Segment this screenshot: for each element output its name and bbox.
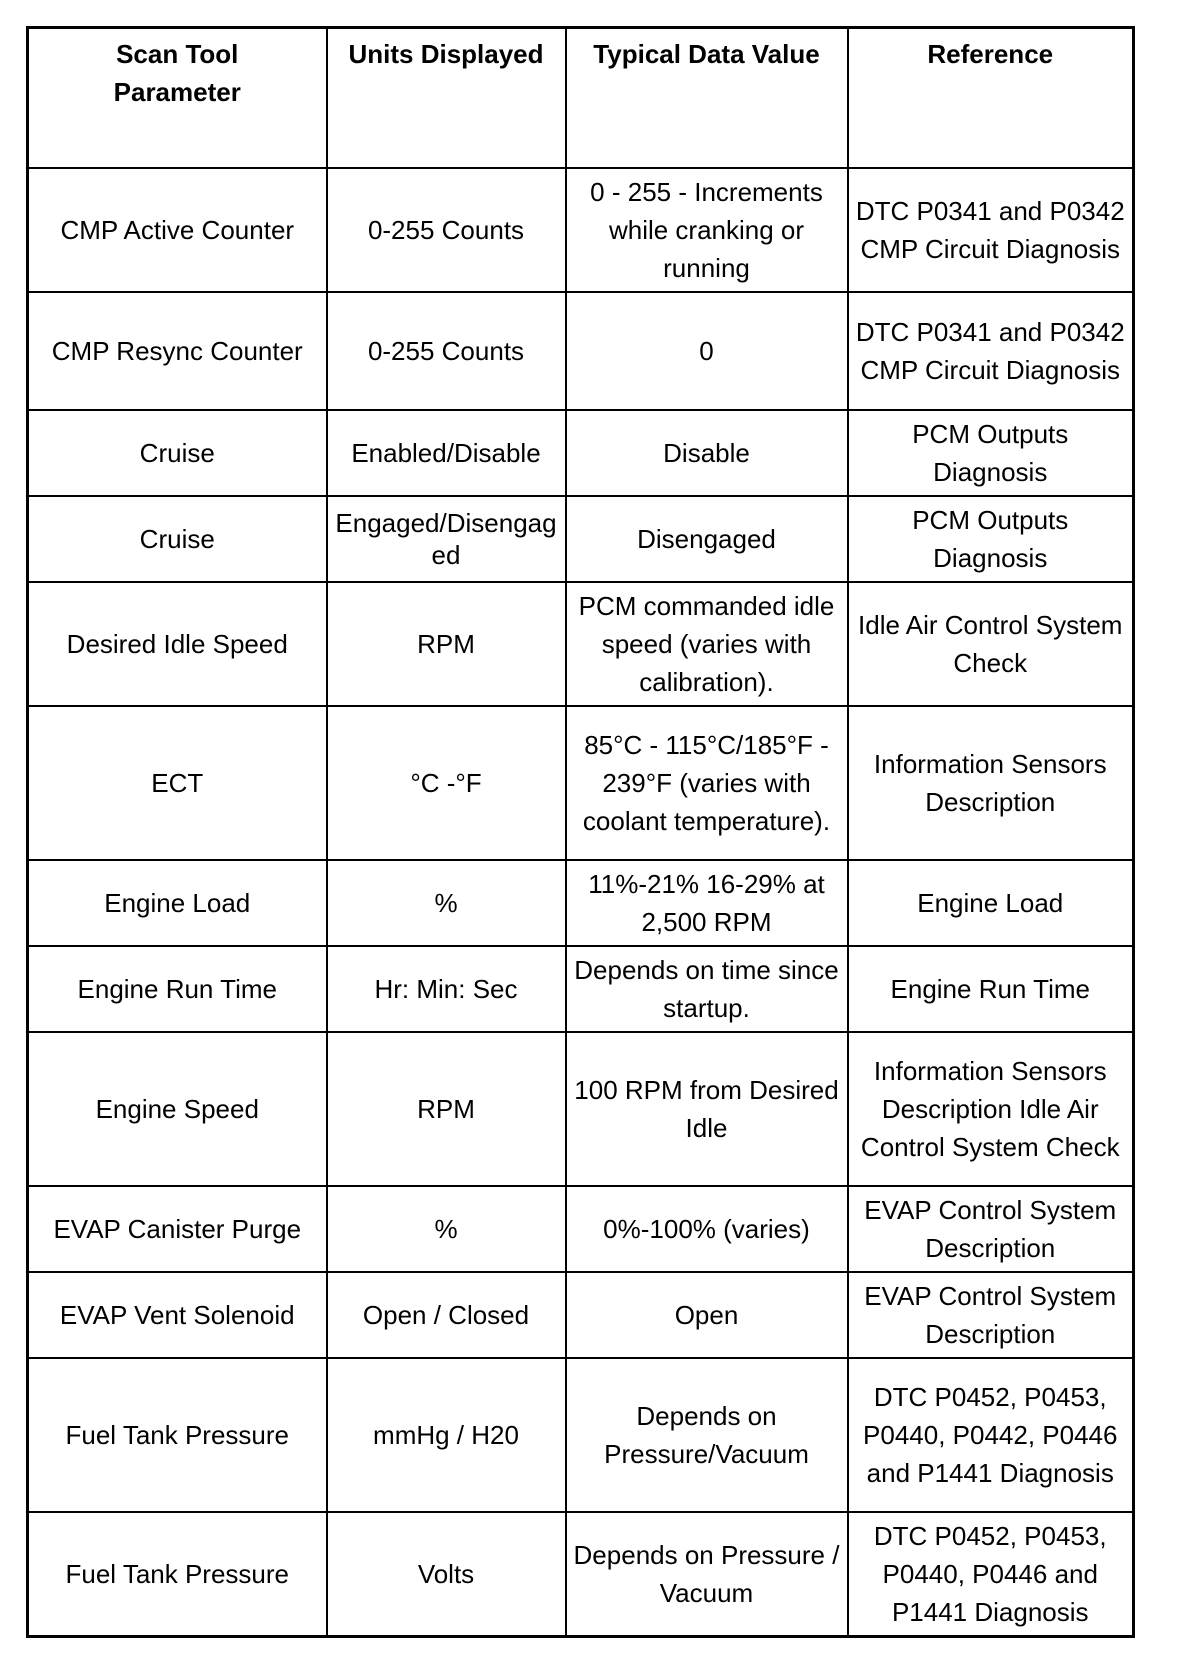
cell-reference: Information Sensors Description [848, 706, 1134, 860]
cell-parameter: CMP Active Counter [28, 168, 327, 292]
table-row [28, 582, 1134, 706]
cell-units: % [327, 1186, 566, 1272]
cell-parameter: ECT [28, 706, 327, 860]
cell-typical: Disable [566, 410, 848, 496]
table-row [28, 1272, 1134, 1358]
cell-typical: Depends on time since startup. [566, 946, 848, 1032]
header-units: Units Displayed [327, 28, 566, 169]
cell-typical: Disengaged [566, 496, 848, 582]
cell-parameter: Cruise [28, 410, 327, 496]
cell-reference: DTC P0452, P0453, P0440, P0446 and P1441 Diagnosis [848, 1512, 1134, 1637]
table-row [28, 946, 1134, 1032]
cell-units: Open / Closed [327, 1272, 566, 1358]
cell-parameter: Engine Load [28, 860, 327, 946]
cell-typical: PCM commanded idle speed (varies with calibration). [566, 582, 848, 706]
header-reference: Reference [848, 28, 1134, 169]
cell-parameter: Engine Speed [28, 1032, 327, 1186]
cell-units: °C -°F [327, 706, 566, 860]
cell-typical: Open [566, 1272, 848, 1358]
cell-typical: 0%-100% (varies) [566, 1186, 848, 1272]
cell-typical: 0 [566, 292, 848, 410]
header-row [28, 28, 1134, 169]
table-row [28, 1358, 1134, 1512]
cell-units: mmHg / H20 [327, 1358, 566, 1512]
cell-typical: 100 RPM from Desired Idle [566, 1032, 848, 1186]
cell-parameter: Engine Run Time [28, 946, 327, 1032]
scan-tool-data-table [26, 26, 1135, 1638]
cell-units: 0-255 Counts [327, 168, 566, 292]
cell-parameter: CMP Resync Counter [28, 292, 327, 410]
cell-units: RPM [327, 1032, 566, 1186]
cell-units: Enabled/Disable [327, 410, 566, 496]
cell-parameter: EVAP Vent Solenoid [28, 1272, 327, 1358]
table-row [28, 168, 1134, 292]
cell-reference: Idle Air Control System Check [848, 582, 1134, 706]
table-row [28, 292, 1134, 410]
cell-reference: PCM Outputs Diagnosis [848, 410, 1134, 496]
table-row [28, 706, 1134, 860]
header-typical: Typical Data Value [566, 28, 848, 169]
cell-typical: Depends on Pressure / Vacuum [566, 1512, 848, 1637]
cell-units: % [327, 860, 566, 946]
cell-parameter: EVAP Canister Purge [28, 1186, 327, 1272]
cell-reference: DTC P0452, P0453, P0440, P0442, P0446 and P1441 Diagnosis [848, 1358, 1134, 1512]
table-row [28, 1512, 1134, 1637]
cell-units: 0-255 Counts [327, 292, 566, 410]
cell-reference: DTC P0341 and P0342 CMP Circuit Diagnosis [848, 168, 1134, 292]
cell-reference: EVAP Control System Description [848, 1272, 1134, 1358]
cell-typical: 11%-21% 16-29% at 2,500 RPM [566, 860, 848, 946]
table-row [28, 410, 1134, 496]
cell-typical: 85°C - 115°C/185°F - 239°F (varies with coolant temperature). [566, 706, 848, 860]
cell-units: Engaged/Disengaged [327, 496, 566, 582]
cell-reference: Information Sensors Description Idle Air Control System Check [848, 1032, 1134, 1186]
cell-reference: Engine Load [848, 860, 1134, 946]
cell-units: Hr: Min: Sec [327, 946, 566, 1032]
cell-parameter: Fuel Tank Pressure [28, 1512, 327, 1637]
table-row [28, 1032, 1134, 1186]
cell-parameter: Desired Idle Speed [28, 582, 327, 706]
cell-typical: 0 - 255 - Increments while cranking or running [566, 168, 848, 292]
cell-parameter: Fuel Tank Pressure [28, 1358, 327, 1512]
cell-units: Volts [327, 1512, 566, 1637]
cell-reference: DTC P0341 and P0342 CMP Circuit Diagnosis [848, 292, 1134, 410]
cell-parameter: Cruise [28, 496, 327, 582]
cell-reference: Engine Run Time [848, 946, 1134, 1032]
cell-reference: EVAP Control System Description [848, 1186, 1134, 1272]
table-row [28, 860, 1134, 946]
table-row [28, 1186, 1134, 1272]
cell-reference: PCM Outputs Diagnosis [848, 496, 1134, 582]
cell-typical: Depends on Pressure/Vacuum [566, 1358, 848, 1512]
table-row [28, 496, 1134, 582]
header-parameter: Scan Tool Parameter [28, 28, 327, 169]
cell-units: RPM [327, 582, 566, 706]
